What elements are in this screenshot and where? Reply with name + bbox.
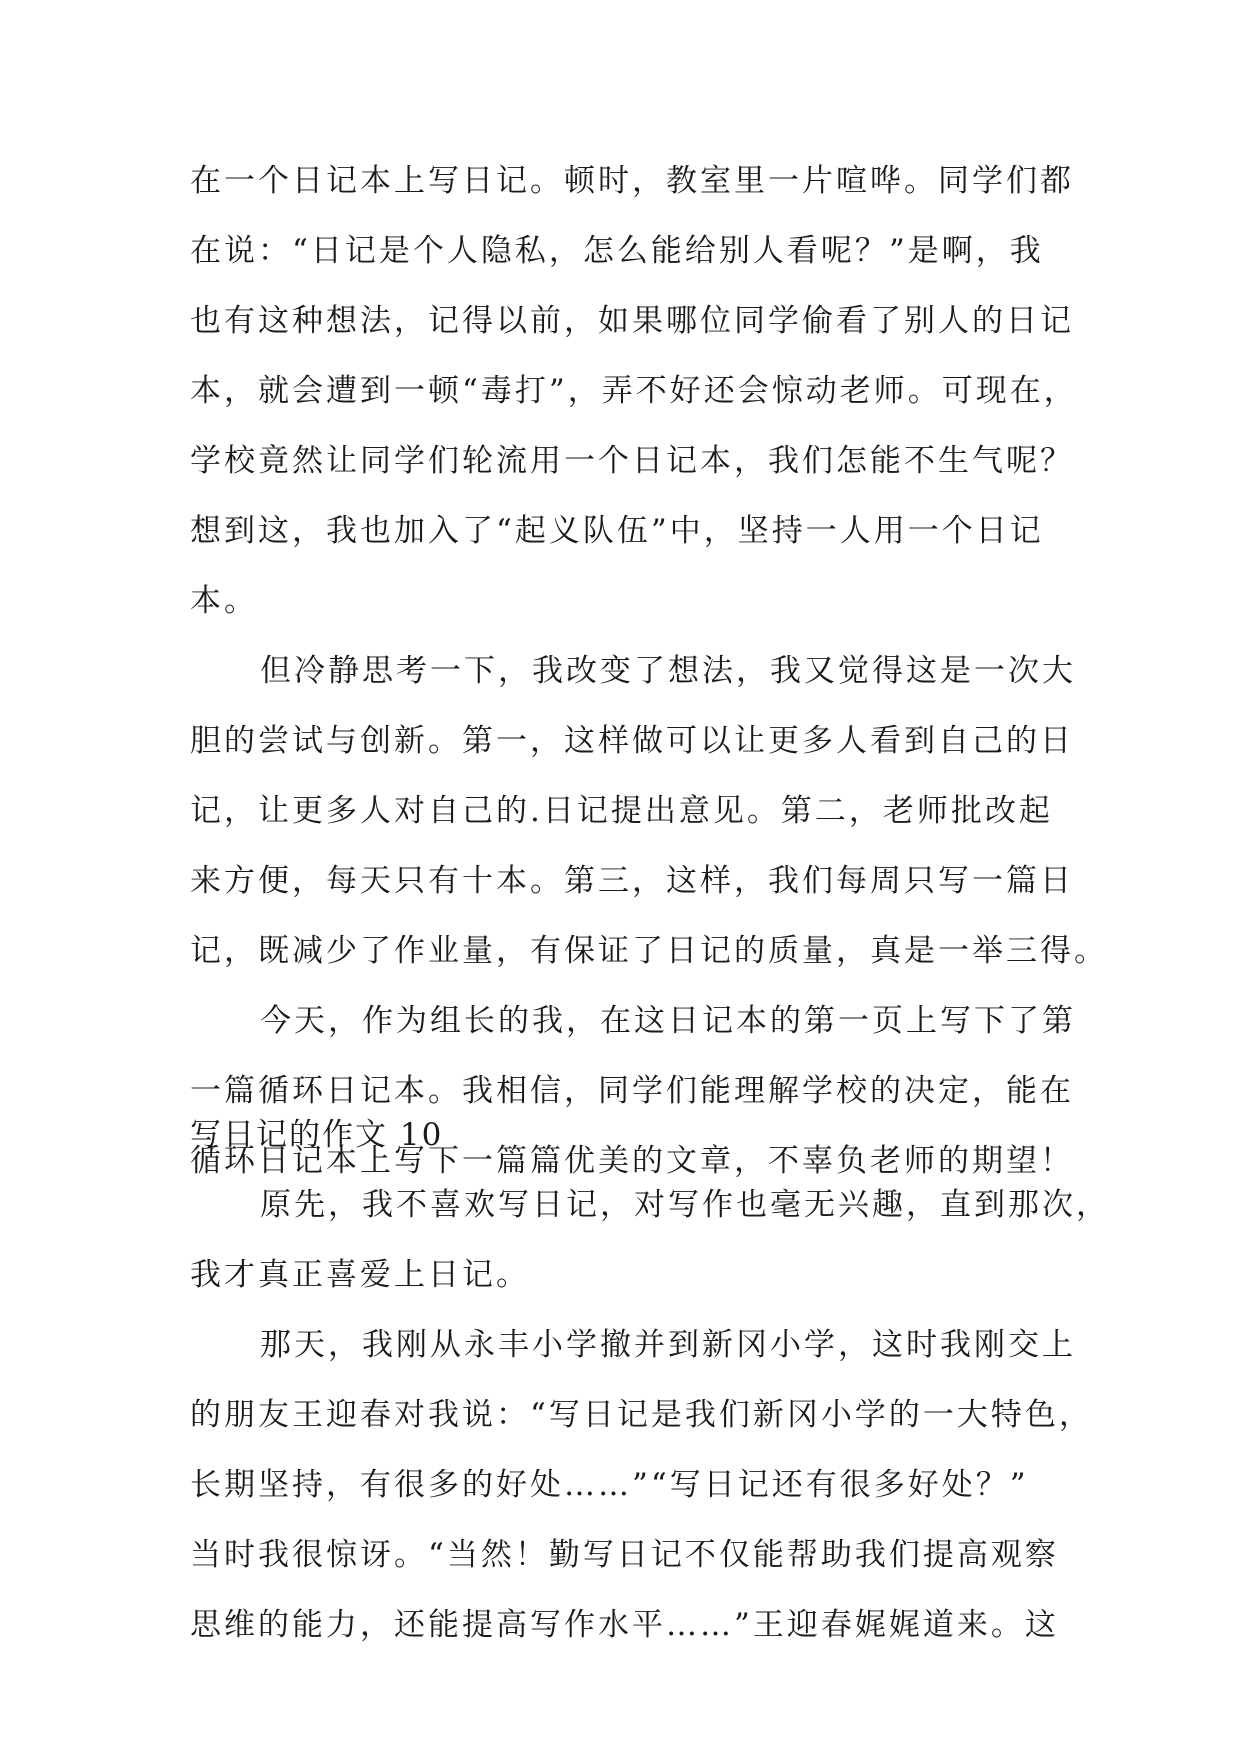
text-line: 也有这种想法，记得以前，如果哪位同学偷看了别人的日记	[190, 303, 1074, 339]
text-line: 记，既减少了作业量，有保证了日记的质量，真是一举三得。	[190, 933, 1108, 969]
text-line: 思维的能力，还能提高写作水平……”王迎春娓娓道来。这	[190, 1607, 1059, 1643]
text-line: 来方便，每天只有十本。第三，这样，我们每周只写一篇日	[190, 863, 1074, 899]
text-line: 本，就会遭到一顿“毒打”，弄不好还会惊动老师。可现在，	[190, 373, 1078, 409]
text-line: 的朋友王迎春对我说：“写日记是我们新冈小学的一大特色，	[190, 1397, 1093, 1433]
text-line: 我才真正喜爱上日记。	[190, 1257, 530, 1293]
text-line: 想到这，我也加入了“起义队伍”中，坚持一人用一个日记	[190, 513, 1044, 549]
text-line: 循环日记本上写下一篇篇优美的文章，不辜负老师的期望！	[190, 1143, 1074, 1179]
body-text-section-b	[190, 1170, 1110, 1660]
text-line: 在一个日记本上写日记。顿时，教室里一片喧哗。同学们都	[190, 163, 1074, 199]
section-heading: 写日记的作文 10	[190, 1117, 444, 1153]
text-line: 在说：“日记是个人隐私，怎么能给别人看呢？”是啊，我	[190, 233, 1044, 269]
text-line: 当时我很惊讶。“当然！勤写日记不仅能帮助我们提高观察	[190, 1537, 1059, 1573]
text-line: 记，让更多人对自己的.日记提出意见。第二，老师批改起	[190, 793, 1053, 829]
text-line: 一篇循环日记本。我相信，同学们能理解学校的决定，能在	[190, 1073, 1074, 1109]
body-text-section-a	[190, 146, 1108, 1196]
text-line: 学校竟然让同学们轮流用一个日记本，我们怎能不生气呢？	[190, 443, 1074, 479]
text-line: 但冷静思考一下，我改变了想法，我又觉得这是一次大	[260, 653, 1076, 689]
text-line: 本。	[190, 583, 258, 619]
text-line: 胆的尝试与创新。第一，这样做可以让更多人看到自己的日	[190, 723, 1074, 759]
text-line: 那天，我刚从永丰小学撤并到新冈小学，这时我刚交上	[260, 1327, 1076, 1363]
text-line: 今天，作为组长的我，在这日记本的第一页上写下了第	[260, 1003, 1076, 1039]
text-line: 原先，我不喜欢写日记，对写作也毫无兴趣，直到那次，	[260, 1187, 1110, 1223]
text-line: 长期坚持，有很多的好处……”“写日记还有很多好处？”	[190, 1467, 1029, 1503]
